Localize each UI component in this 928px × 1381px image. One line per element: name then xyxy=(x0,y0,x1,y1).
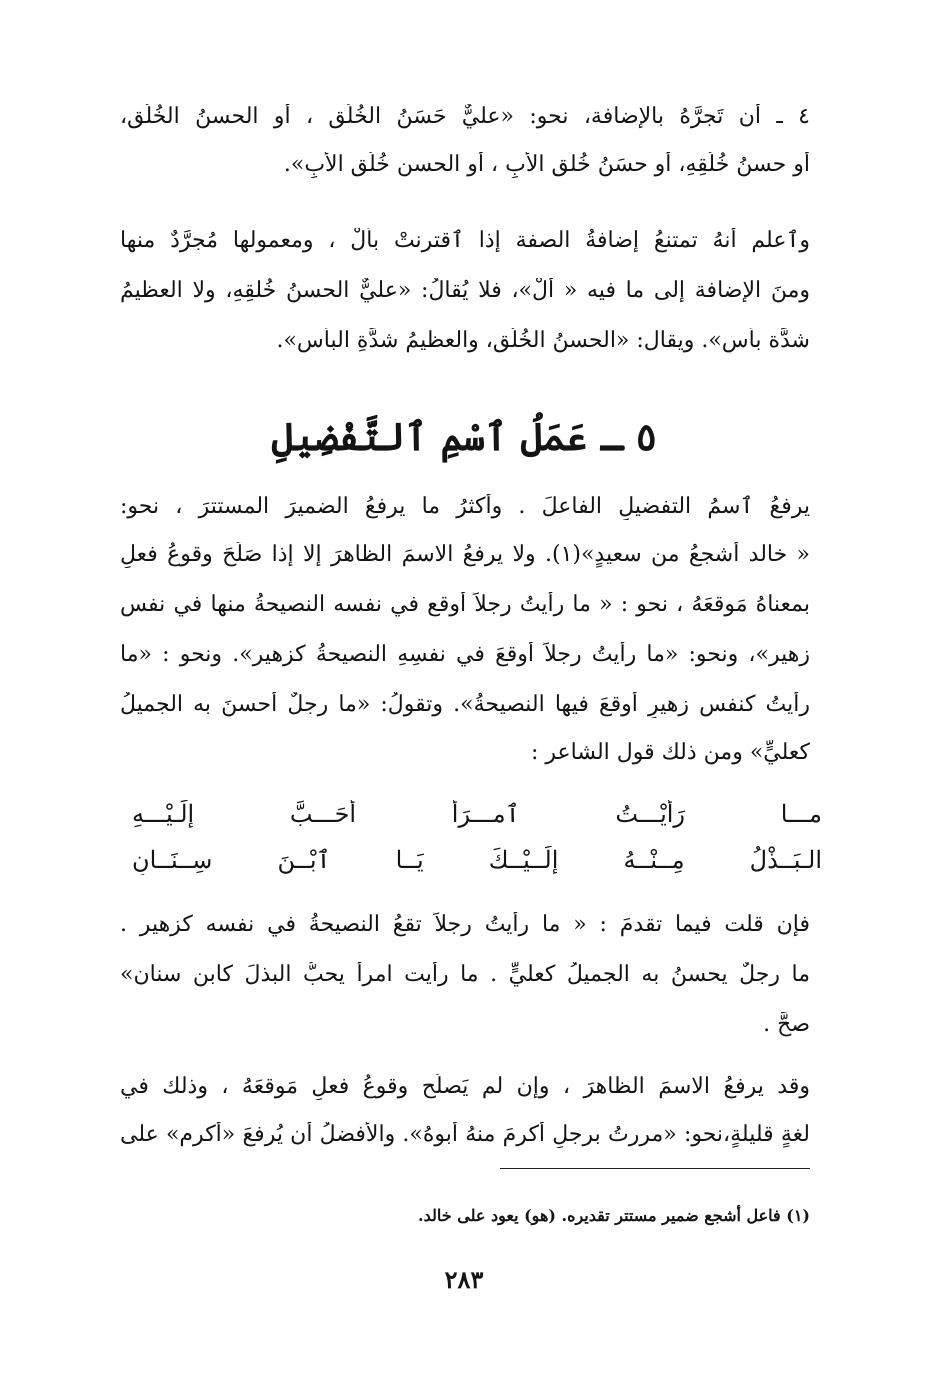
tafdil-paragraph-line-2: « خالد أشجعُ من سعيدٍ»(١). ولا يرفعُ الاسمَ الظاهرَ إلا إذا صَلَحَ وقوعُ فعلٍ xyxy=(120,542,810,567)
note-paragraph-line-2: ومنَ الإضافة إلى ما فيه « أَلْ»، فلا يُقالُ: «عليٌّ الحسنُ خُلقِهِ، ولا العظيمُ xyxy=(120,278,810,303)
tafdil-paragraph-line-5: رأيتُ كنفس زهيرٍ أوقعَ فيها النصيحةُ». وتقولُ: «ما رجلٌ أحسنَ به الجميلُ xyxy=(120,692,810,717)
paragraph-4-line-2: أو حسنُ خُلُقِهِ، أو حسَنُ خُلقِ الأبِ ، أو الحسن خُلُقِ الأبِ». xyxy=(283,152,810,177)
verse-second-hemistich: الـبَــذْلُ مِــنْــهُ إِلَــيْــكَ يَــا ٱبْــنَ سِــنَــانِ xyxy=(132,846,822,874)
tafdil-paragraph-line-1: يرفعُ ٱسمُ التفضيلِ الفاعلَ . وأكثرُ ما يرفعُ الضميرَ المستترَ ، نحو: xyxy=(120,494,810,519)
zahir-paragraph-line-2: لغةٍ قليلةٍ،نحو: «مررتُ برجلٍ أكرمَ منهُ أبوهُ». والأفضلُ أن يُرفعَ «أكرم» على xyxy=(120,1122,810,1147)
qult-paragraph-line-1: فإن قلت فيما تقدمَ : « ما رأيتُ رجلاً تقعُ النصيحةُ في نفسه كزهير . xyxy=(120,912,810,937)
tafdil-paragraph-line-4: زهير»، ونحو: «ما رأيتُ رجلاً أوقعَ في نفسِهِ النصيحةُ كزهير». ونحو : «ما xyxy=(120,642,810,667)
verse-first-hemistich: مـــا رَأَيْـــتُ ٱمـــرَأً أَحَـــبَّ إِلَـيْـــهِ xyxy=(132,800,822,828)
tafdil-paragraph-line-6: كعليٍّ» ومن ذلك قول الشاعر : xyxy=(530,740,810,765)
note-paragraph-line-1: وٱعلم أنهُ تمتنعُ إضافةُ الصفة إذا ٱقترنتْ بأَلْ ، ومعمولها مُجرَّدٌ منها xyxy=(120,228,810,253)
qult-paragraph-line-3: صحَّ . xyxy=(763,1012,810,1037)
note-paragraph-line-3: شدَّة بأسٍ». ويقال: «الحسنُ الخُلُقِ، والعظيمُ شدَّةِ البأسِ». xyxy=(276,328,810,353)
zahir-paragraph-line-1: وقد يرفعُ الاسمَ الظاهرَ ، وإن لم يَصلُح وقوعُ فعلٍ مَوقعَهُ ، وذلك في xyxy=(120,1074,810,1099)
paragraph-4-line-1: ٤ ـ أن تَجرَّهُ بالإضافة، نحو: «عليٌّ حَسَنُ الخُلُقِ ، أو الحسنُ الخُلُقِ، xyxy=(120,104,810,129)
footnote: (١) فاعل أشجع ضمير مستتر تقديره. (هو) يعود على خالد. xyxy=(418,1206,810,1225)
footnote-divider xyxy=(500,1168,810,1169)
section-heading: ٥ ـ عَمَلُ ٱسْمِ ٱلتَّفْضِيلِ xyxy=(271,414,657,459)
tafdil-paragraph-line-3: بمعناهُ مَوقعَهُ ، نحو : « ما رأيتُ رجلاً أوقع في نفسه النصيحةُ منها في نفس xyxy=(120,592,810,617)
page-number: ٢٨٣ xyxy=(444,1265,484,1294)
qult-paragraph-line-2: ما رجلٌ يحسنُ به الجميلُ كعليٍّ . ما رأيت امرأً يحبُّ البذلَ كابنِ سنان» xyxy=(120,962,810,987)
